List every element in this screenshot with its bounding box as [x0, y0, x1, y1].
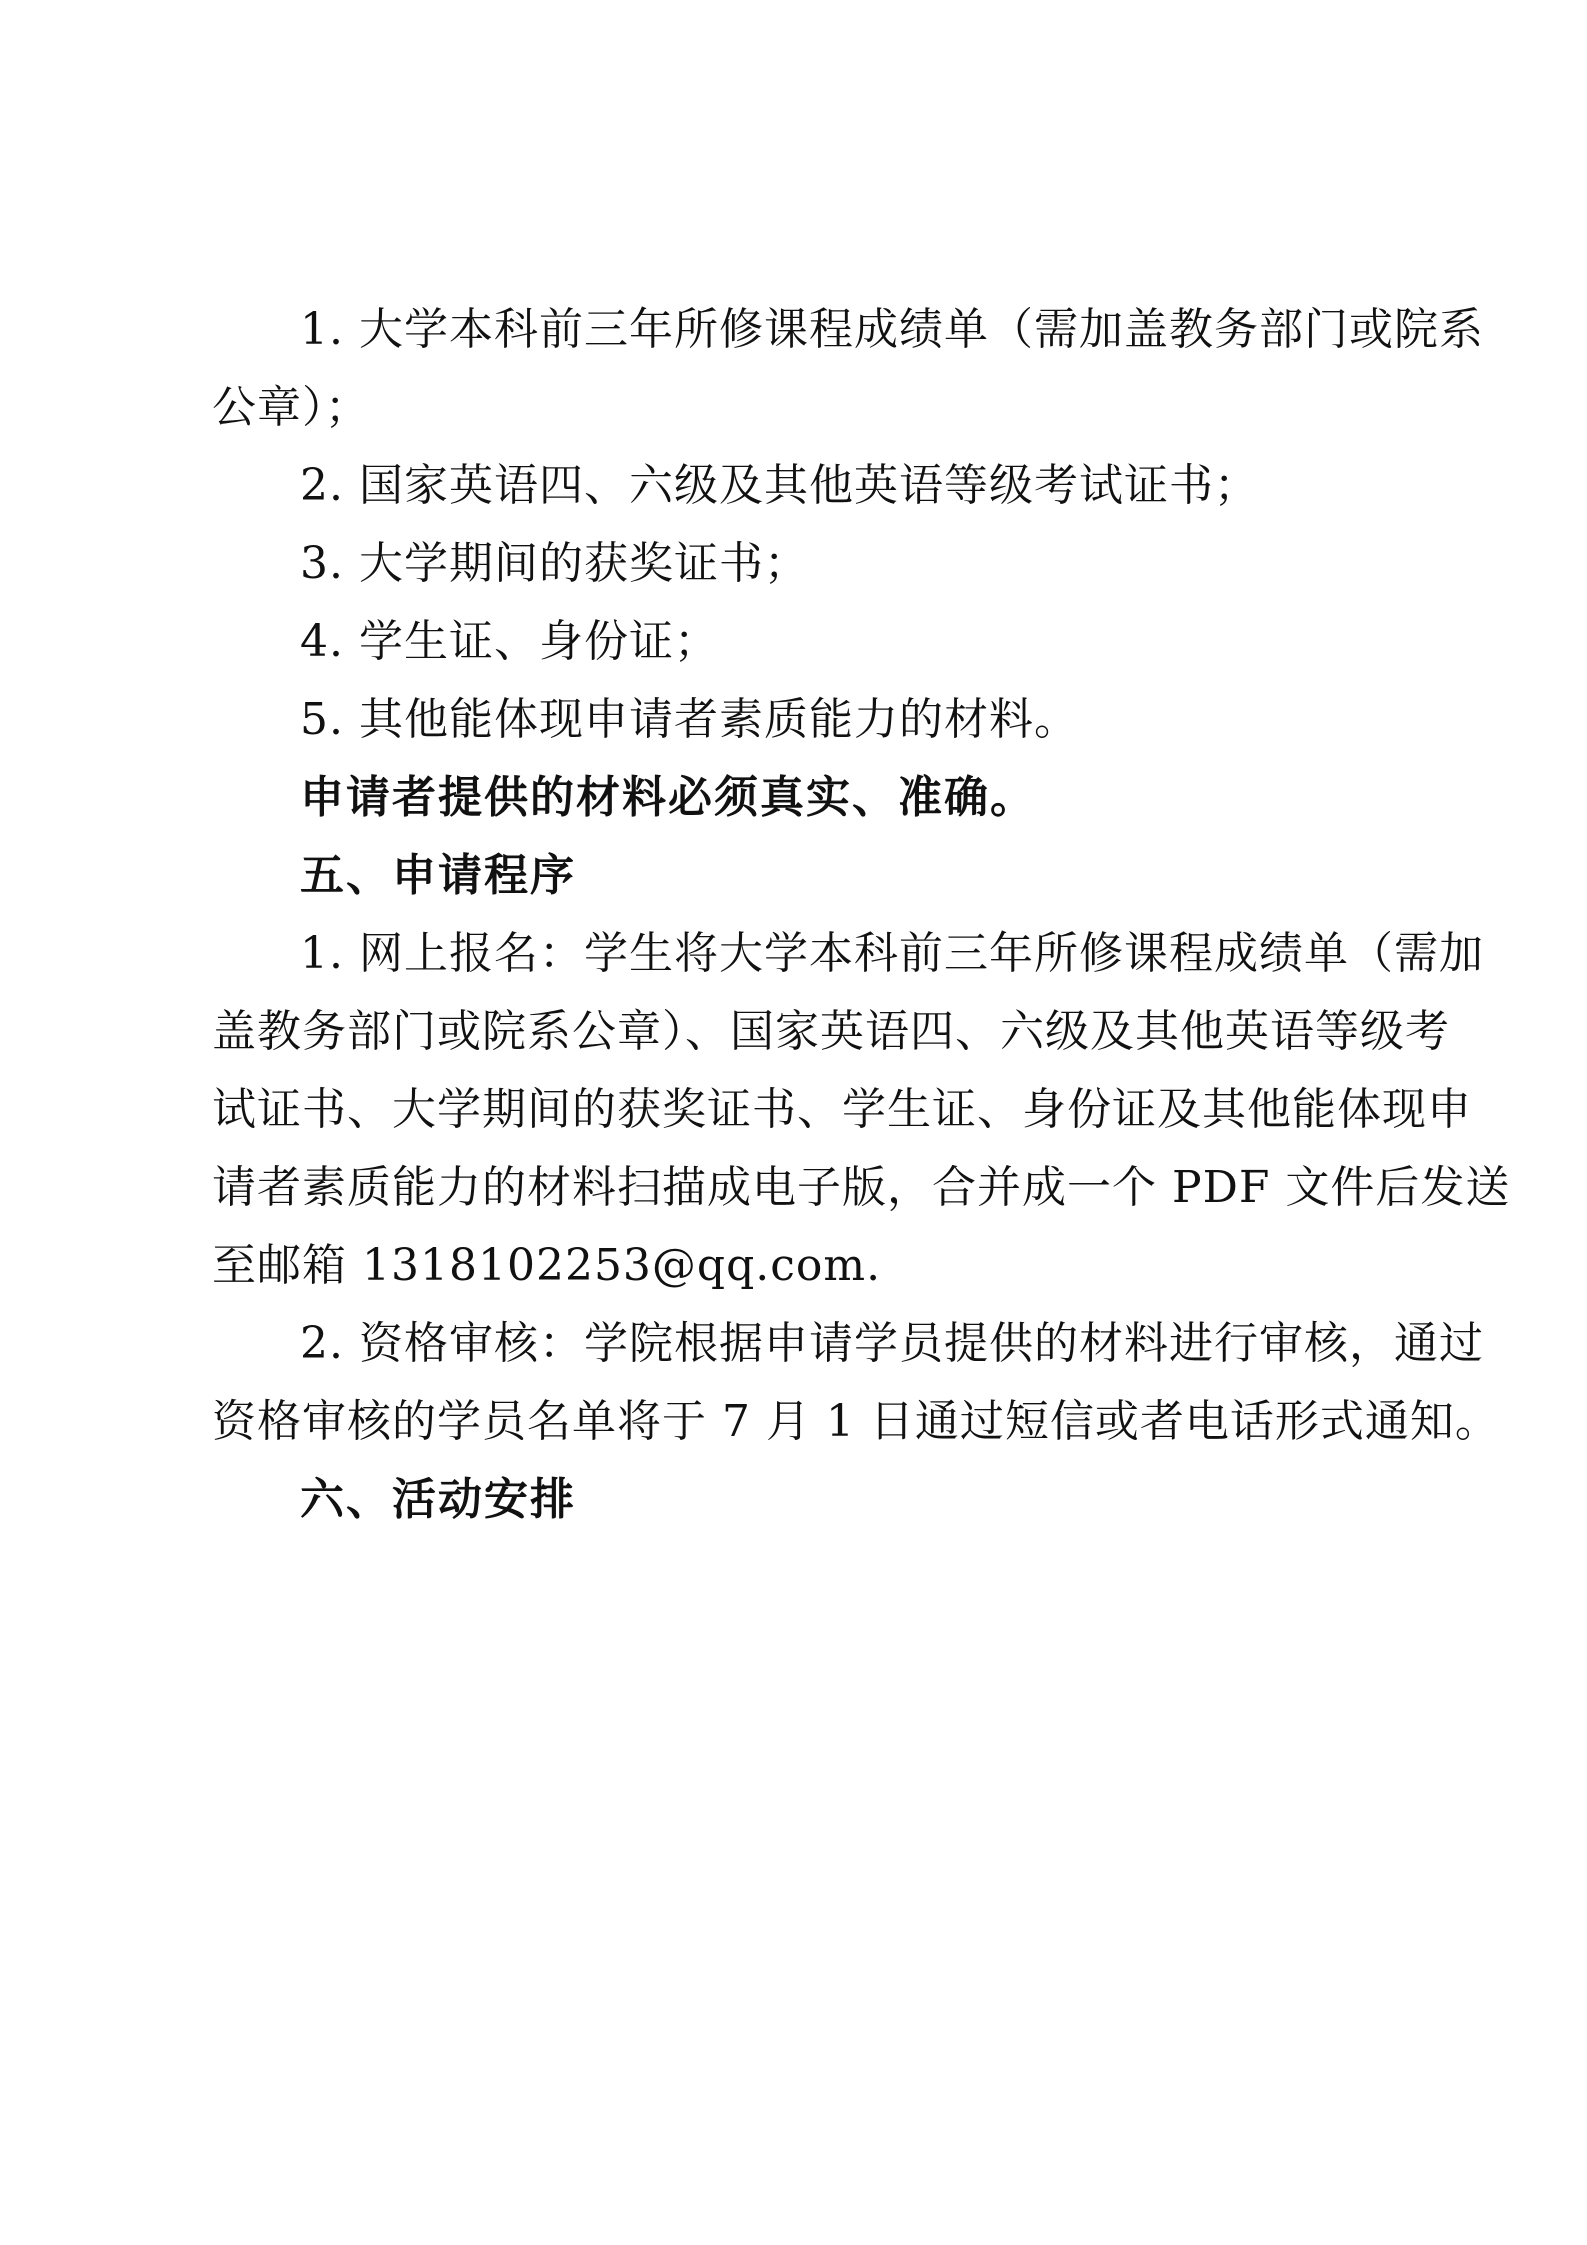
procedure-online-registration-line4: 请者素质能力的材料扫描成电子版，合并成一个 PDF 文件后发送	[212, 1162, 1511, 1213]
list-item-other-materials: 5. 其他能体现申请者素质能力的材料。	[300, 694, 1079, 745]
section-heading-activity-arrangement: 六、活动安排	[300, 1474, 576, 1525]
list-item-transcript-continued: 公章）；	[212, 382, 370, 433]
list-item-student-id: 4. 学生证、身份证；	[300, 616, 719, 667]
procedure-qualification-review: 2. 资格审核：学院根据申请学员提供的材料进行审核，通过	[300, 1318, 1484, 1369]
list-item-english-certificate: 2. 国家英语四、六级及其他英语等级考试证书；	[300, 460, 1259, 511]
list-item-transcript: 1. 大学本科前三年所修课程成绩单（需加盖教务部门或院系	[300, 304, 1484, 355]
procedure-online-registration-line2: 盖教务部门或院系公章）、国家英语四、六级及其他英语等级考	[212, 1006, 1450, 1057]
procedure-qualification-review-line2: 资格审核的学员名单将于 7 月 1 日通过短信或者电话形式通知。	[212, 1396, 1500, 1447]
procedure-online-registration: 1. 网上报名：学生将大学本科前三年所修课程成绩单（需加	[300, 928, 1484, 979]
procedure-online-registration-line3: 试证书、大学期间的获奖证书、学生证、身份证及其他能体现申	[212, 1084, 1472, 1135]
section-heading-application-procedure: 五、申请程序	[300, 850, 576, 901]
list-item-award-certificate: 3. 大学期间的获奖证书；	[300, 538, 809, 589]
procedure-online-registration-email: 至邮箱 1318102253@qq.com.	[212, 1240, 882, 1291]
materials-authenticity-note: 申请者提供的材料必须真实、准确。	[300, 772, 1036, 823]
